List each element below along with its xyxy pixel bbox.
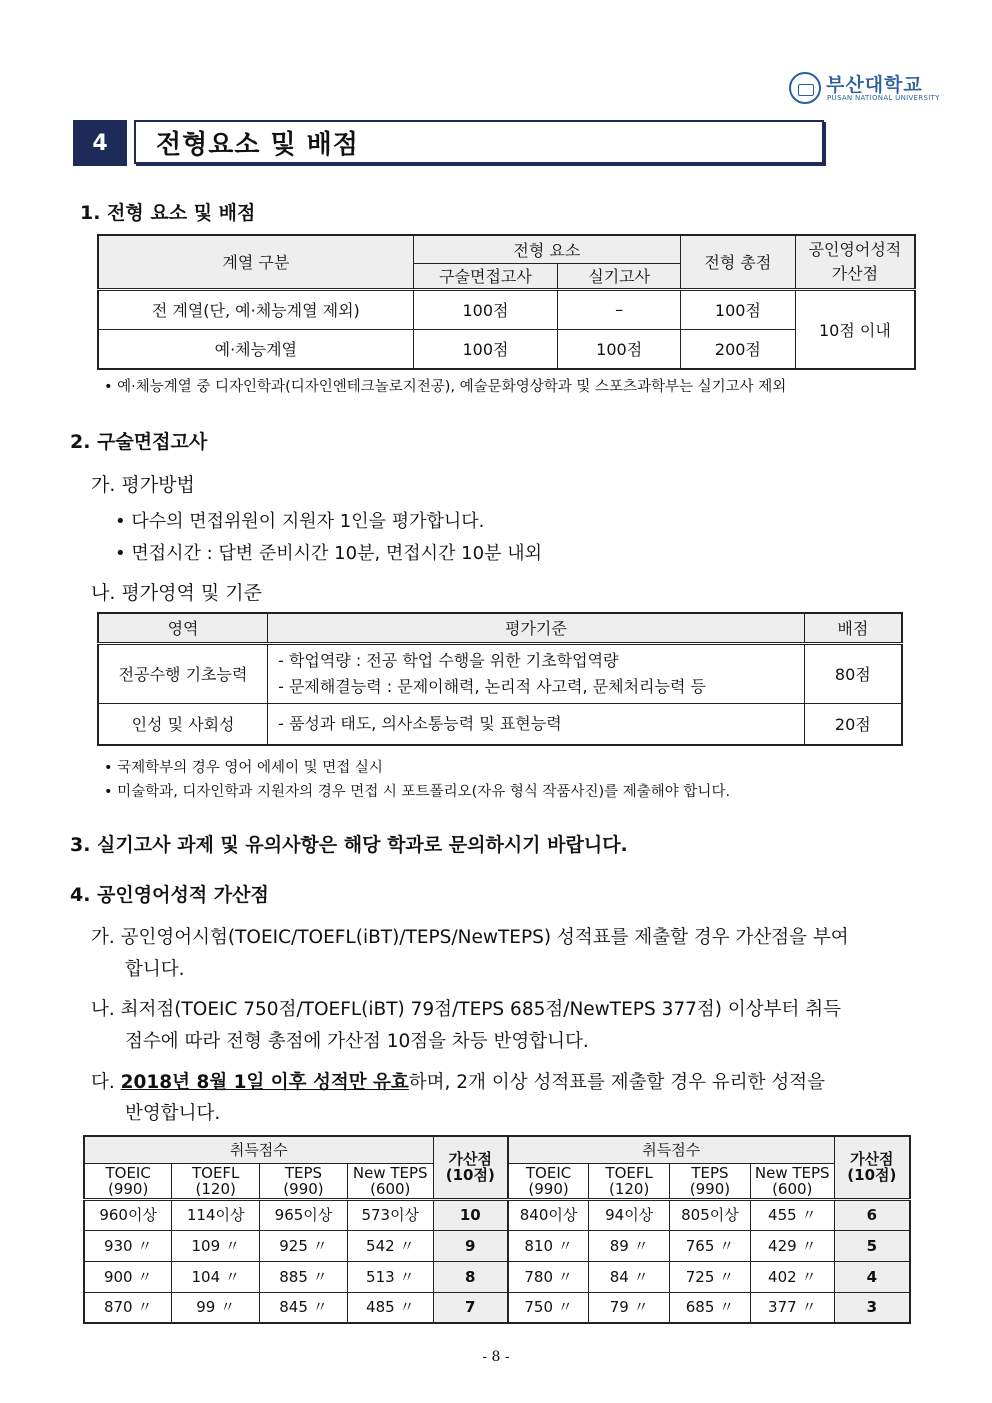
table-row: 960이상 114이상 965이상 573이상 10 840이상 94이상 805이상 455 〃 6 <box>84 1199 910 1230</box>
para-a-line1: 가. 공인영어시험(TOEIC/TOEFL(iBT)/TEPS/NewTEPS) 성적표를 제출할 경우 가산점을 부여 <box>91 927 849 948</box>
header-bonus-left: 가산점 (10점) <box>433 1136 508 1199</box>
sub-heading-method: 가. 평가방법 <box>91 474 195 496</box>
heading-3: 3. 실기고사 과제 및 유의사항은 해당 학과로 문의하시기 바랍니다. <box>70 834 628 856</box>
header-oral: 구술면접고사 <box>413 263 558 289</box>
bullet-item: • 면접시간 : 답변 준비시간 10분, 면접시간 10분 내외 <box>115 543 542 564</box>
header-bonus-right: 가산점 (10점) <box>834 1136 910 1199</box>
header-criteria: 평가기준 <box>268 613 805 643</box>
elements-table <box>97 234 916 370</box>
header-english: 공인영어성적 가산점 <box>795 235 915 289</box>
table-row: 900 〃 104 〃 885 〃 513 〃 8 780 〃 84 〃 725 〃 402 〃 4 <box>84 1261 910 1292</box>
section-title: 전형요소 및 배점 <box>134 120 824 164</box>
para-c-line1: 다. 2018년 8월 1일 이후 성적만 유효하며, 2개 이상 성적표를 제출할 경우 유리한 성적을 <box>91 1072 826 1093</box>
section-number: 4 <box>73 120 127 166</box>
university-seal-icon <box>789 72 821 104</box>
criteria-table <box>97 612 903 746</box>
english-score-table: 취득점수 가산점 (10점) 취득점수 가산점 (10점) TOEIC (990) TOEFL (120) TEPS (990) New TEPS (600) TOEIC (990) TOEFL (120) TEPS (990) New TEPS (600) 960이상 114이상 965이상 573이상 10 840이상 94이상 805이상 455 〃 6 930 〃 109 〃 925 〃 542 〃 9 810 〃 89 〃 765 〃 429 〃 5 900 〃 104 〃 885 〃 513 〃 8 780 〃 84 〃 725 〃 402 〃 4 870 〃 99 〃 845 〃 485 〃 7 750 〃 79 〃 685 〃 377 〃 3 <box>83 1135 911 1324</box>
sub-heading-criteria: 나. 평가영역 및 기준 <box>91 582 262 604</box>
para-c-line2: 반영합니다. <box>125 1103 221 1124</box>
heading-1: 1. 전형 요소 및 배점 <box>80 202 256 224</box>
logo-english: PUSAN NATIONAL UNIVERSITY <box>827 94 940 102</box>
table-row: 인성 및 사회성 - 품성과 태도, 의사소통능력 및 표현능력 20점 <box>98 703 902 745</box>
header-score-left: 취득점수 <box>84 1136 433 1163</box>
criteria-line: - 품성과 태도, 의사소통능력 및 표현능력 <box>278 713 562 733</box>
para-b-line2: 점수에 따라 전형 총점에 가산점 10점을 차등 반영합니다. <box>125 1031 589 1052</box>
university-logo <box>789 72 940 106</box>
header-area: 영역 <box>98 613 268 643</box>
table-row: 전공수행 기초능력 - 학업역량 : 전공 학업 수행을 위한 기초학업역량 - 문제해결능력 : 문제이해력, 논리적 사고력, 문체처리능력 등 80점 <box>98 643 902 703</box>
header-total: 전형 총점 <box>681 235 796 289</box>
criteria-line: - 학업역량 : 전공 학업 수행을 위한 기초학업역량 <box>278 650 619 670</box>
table-row: 전 계열(단, 예·체능계열 제외) 100점 – 100점 10점 이내 <box>98 289 915 329</box>
para-a-line2: 합니다. <box>125 959 185 980</box>
header-practical: 실기고사 <box>558 263 681 289</box>
english-bonus-value: 10점 이내 <box>795 289 915 369</box>
header-score: 배점 <box>804 613 902 643</box>
table-row: 930 〃 109 〃 925 〃 542 〃 9 810 〃 89 〃 765 〃 429 〃 5 <box>84 1230 910 1261</box>
bullet-item: • 다수의 면접위원이 지원자 1인을 평가합니다. <box>115 511 485 532</box>
note-international: • 국제학부의 경우 영어 에세이 및 면접 실시 <box>104 760 383 776</box>
heading-2: 2. 구술면접고사 <box>70 431 208 453</box>
validity-date-emphasis: 2018년 8월 1일 이후 성적만 유효 <box>120 1072 409 1093</box>
para-b-line1: 나. 최저점(TOEIC 750점/TOEFL(iBT) 79점/TEPS 685점/NewTEPS 377점) 이상부터 취득 <box>91 999 841 1020</box>
criteria-line: - 문제해결능력 : 문제이해력, 논리적 사고력, 문체처리능력 등 <box>278 676 706 696</box>
heading-4: 4. 공인영어성적 가산점 <box>70 884 269 906</box>
header-category: 계열 구분 <box>98 235 413 289</box>
header-elements: 전형 요소 <box>413 235 680 263</box>
note-practical-exclusion: • 예·체능계열 중 디자인학과(디자인엔테크놀로지전공), 예술문화영상학과 및 스포츠과학부는 실기고사 제외 <box>104 379 787 395</box>
logo-korean: 부산대학교 <box>826 74 923 96</box>
table-row: 870 〃 99 〃 845 〃 485 〃 7 750 〃 79 〃 685 〃 377 〃 3 <box>84 1292 910 1323</box>
table-row: 예·체능계열 100점 100점 200점 <box>98 329 915 369</box>
page-number: - 8 - <box>482 1349 510 1365</box>
note-portfolio: • 미술학과, 디자인학과 지원자의 경우 면접 시 포트폴리오(자유 형식 작품사진)를 제출해야 합니다. <box>104 784 731 800</box>
header-score-right: 취득점수 <box>508 1136 834 1163</box>
